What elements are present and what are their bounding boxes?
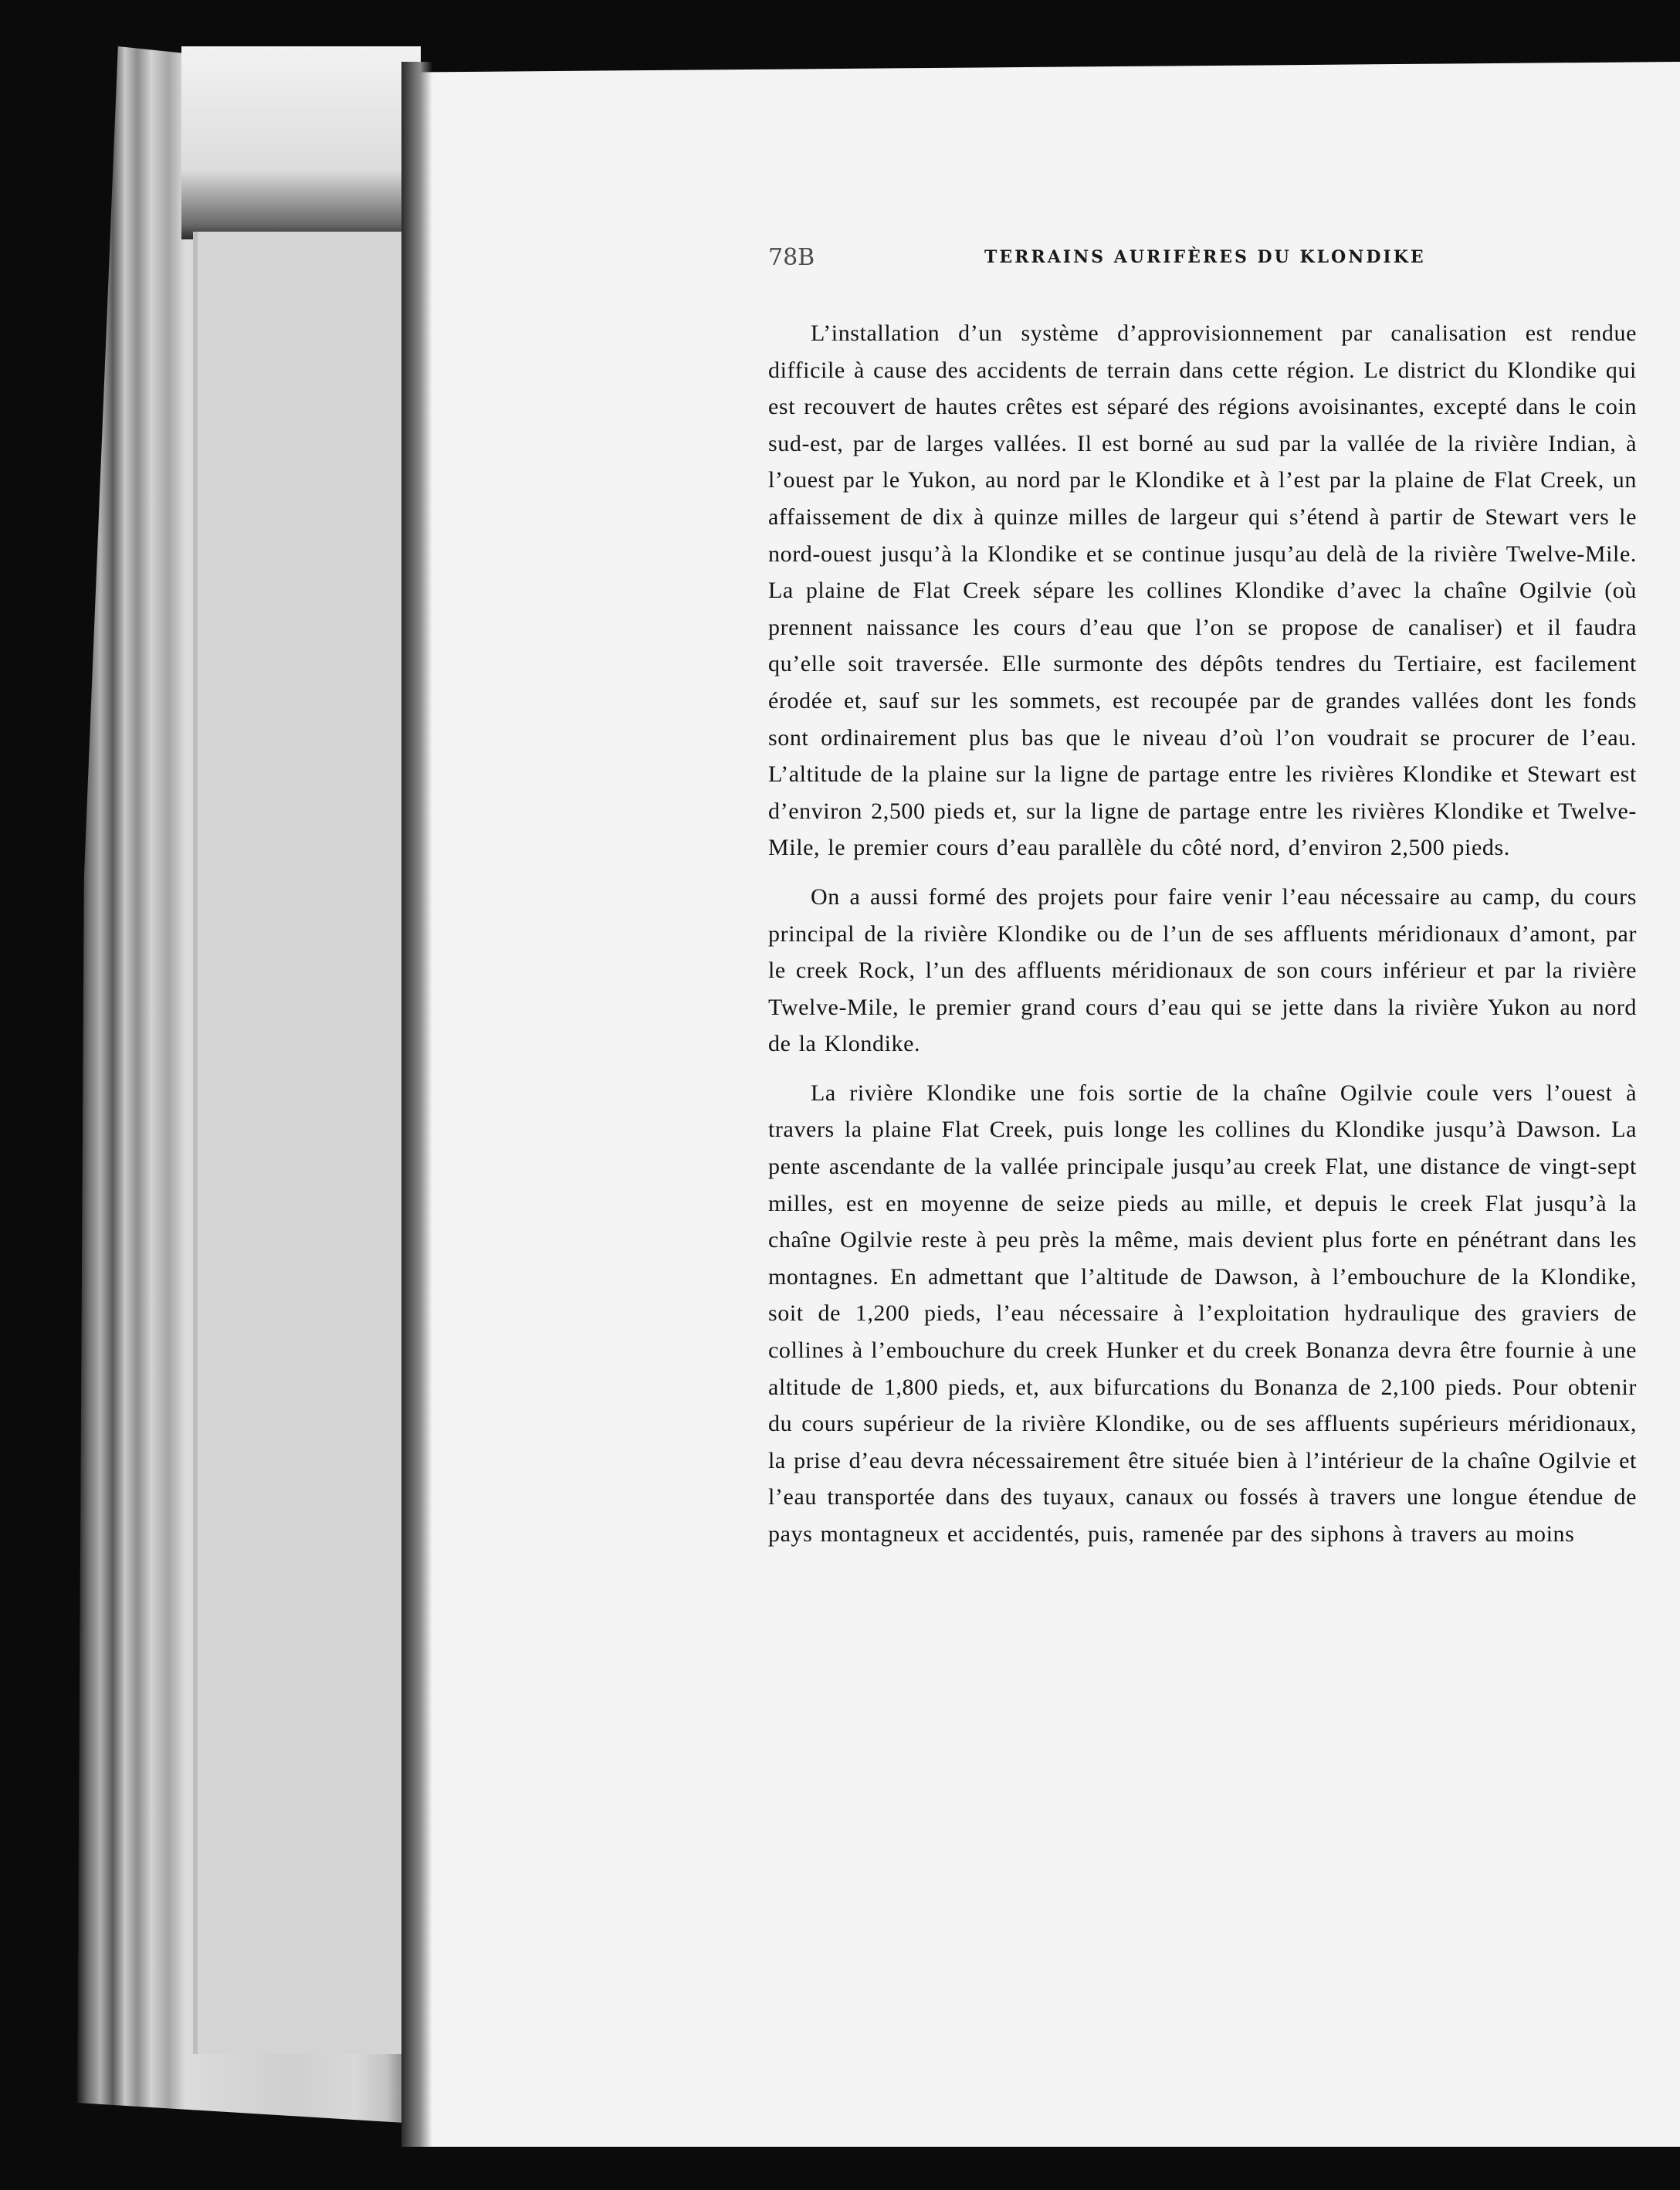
paragraph: L’installation d’un système d’approvisionnement par canalisation est rendue difficile à cause des accidents de terrain dans cette région. Le district du Klondike qui est recouvert de hautes crêtes est séparé des régions avoisinantes, excepté dans le coin sud-est, par de larges vallées. Il est borné au sud par la vallée de la rivière Indian, à l’ouest par le Yukon, au nord par le Klondike et à l’est par la plaine de Flat Creek, un affaissement de dix à quinze milles de largeur qui s’étend à partir de Stewart vers le nord-ouest jusqu’à la Klondike et se continue jusqu’au delà de la rivière Twelve-Mile. La plaine de Flat Creek sépare les collines Klondike d’avec la chaîne Ogilvie (où prennent naissance les cours d’eau que l’on se propose de canaliser) et il faudra qu’elle soit traversée. Elle surmonte des dépôts tendres du Tertiaire, est facilement érodée et, sauf sur les sommets, est recoupée par de grandes vallées dont les fonds sont ordinairement plus bas que le niveau d’où l’on voudrait se procurer de l’eau. L’altitude de la plaine sur la ligne de partage entre les rivières Klondike et Stewart est d’environ 2,500 pieds et, sur la ligne de partage entre les rivières Klondike et Twelve-Mile, le premier cours d’eau parallèle du côté nord, d’environ 2,500 pieds.	[768, 320, 1637, 861]
page-stack-top	[181, 46, 421, 239]
running-title: TERRAINS AURIFÈRES DU KLONDIKE	[984, 247, 1426, 267]
page-number: 78B	[768, 244, 815, 271]
paragraph: On a aussi formé des projets pour faire venir l’eau nécessaire au camp, du cours principal de la rivière Klondike ou de l’un de ses affluents méridionaux d’amont, par le creek Rock, l’un des affluents méridionaux de son cours inférieur et par la rivière Twelve-Mile, le premier grand cours d’eau qui se jette dans la rivière Yukon au nord de la Klondike.	[768, 883, 1637, 1057]
gutter-shadow	[401, 62, 432, 2147]
body-text	[768, 315, 1637, 1553]
paragraph: La rivière Klondike une fois sortie de la chaîne Ogilvie coule vers l’ouest à travers la plaine Flat Creek, puis longe les collines du Klondike jusqu’à Dawson. La pente ascendante de la vallée principale jusqu’au creek Flat, une distance de vingt-sept milles, est en moyenne de seize pieds au mille, et depuis le creek Flat jusqu’à la chaîne Ogilvie reste à peu près la même, mais devient plus forte en pénétrant dans les montagnes. En admettant que l’altitude de Dawson, à l’embouchure de la Klondike, soit de 1,200 pieds, l’eau nécessaire à l’exploitation hydraulique des graviers de collines à l’embouchure du creek Hunker et du creek Bonanza devra être fournie à une altitude de 1,800 pieds, et, aux bifurcations du Bonanza de 2,100 pieds. Pour obtenir du cours supérieur de la rivière Klondike, ou de ses affluents supérieurs méridionaux, la prise d’eau devra nécessairement être située bien à l’intérieur de la chaîne Ogilvie et l’eau transportée dans des tuyaux, canaux ou fossés à travers une longue étendue de pays montagneux et accidentés, puis, ramenée par des siphons à travers au moins	[768, 1080, 1637, 1547]
facing-blank-leaf	[193, 232, 414, 2054]
page-header	[768, 244, 1644, 275]
